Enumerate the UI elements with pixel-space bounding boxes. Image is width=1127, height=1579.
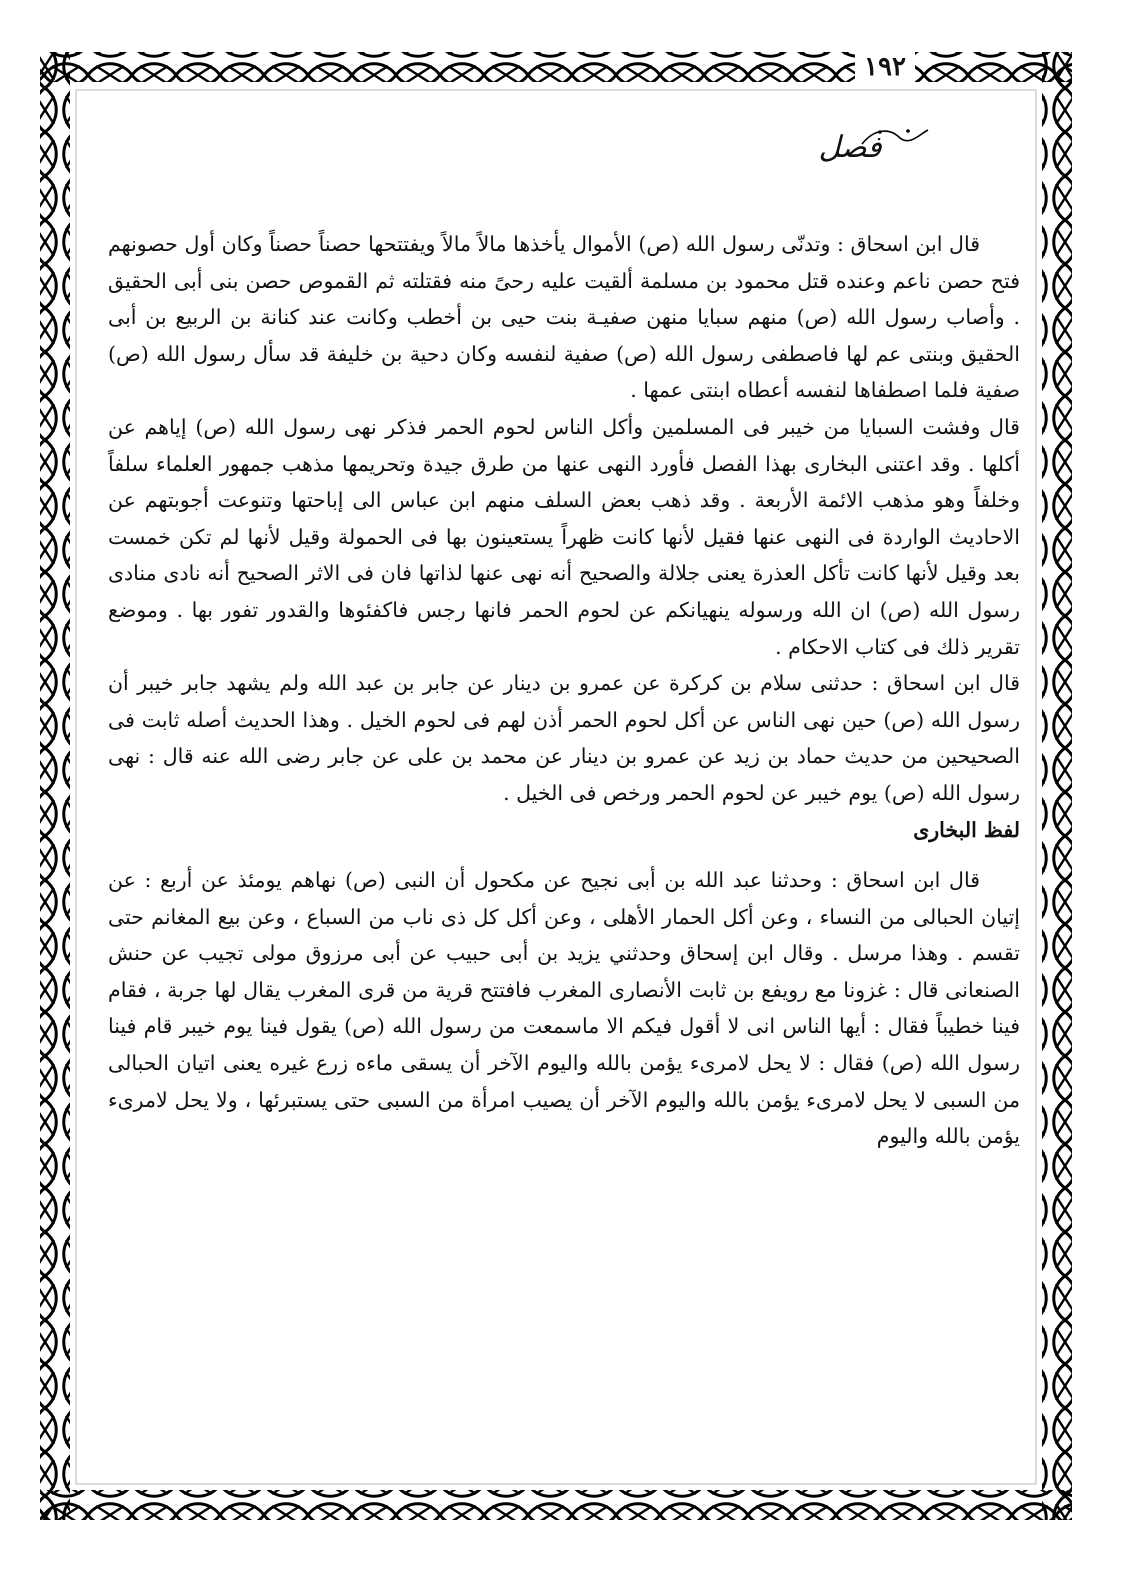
paragraph-khaybar-conquest: قال ابن اسحاق : وتدنّى رسول الله (ص) الأموال يأخذها مالاً مالاً ويفتتحها حصناً حصناً وكان أول حصونهم فتح حصن ناعم وعنده قتل محمود بن مسلمة ألقيت عليه رحىً منه فقتلته ثم القموص حصن بنى أبى الحقيق . وأصاب رسول الله (ص) منهم سبايا منهن صفيـة بنت حيى بن أخطب وكانت عند كنانة بن الربيع بن أبى الحقيق وبنتى عم لها فاصطفى رسول الله (ص) صفية لنفسه وكان دحية بن خليفة قد سأل رسول الله (ص) صفية فلما اصطفاها لنفسه أعطاه ابنتى عمها . bbox=[108, 232, 1020, 403]
paragraph-four-prohibitions: قال ابن اسحاق : وحدثنا عبد الله بن أبى نجيح عن مكحول أن النبى (ص) نهاهم يومئذ عن أربع : عن إتيان الحبالى من النساء ، وعن أكل الحمار الأهلى ، وعن أكل كل ذى ناب من السباع ، وعن بيع المغانم حتى تقسم . وهذا مرسل . وقال ابن إسحاق وحدثني يزيد بن أبى حبيب عن أبى مرزوق مولى تجيب عن حنش الصنعانى قال : غزونا مع رويفع بن ثابت الأنصارى المغرب فافتتح قرية من قرى المغرب يقال لها جربة ، فقام فينا خطيباً فقال : أيها الناس انى لا أقول فيكم الا ماسمعت من رسول الله (ص) يقول فينا يوم خيبر قام فينا رسول الله (ص) فقال : لا يحل لامرىء يؤمن بالله واليوم الآخر أن يسقى ماءه زرع غيره يعنى اتيان الحبالى من السبى لا يحل لامرىء يؤمن بالله واليوم الآخر أن يصيب امرأة من السبى حتى يستبرئها ، ولا يحل لامرىء يؤمن بالله واليوم bbox=[108, 868, 1020, 1149]
paragraph-donkey-meat-prohibition: قال وفشت السبايا من خيبر فى المسلمين وأكل الناس لحوم الحمر فذكر نهى رسول الله (ص) إياهم عن أكلها . وقد اعتنى البخارى بهذا الفصل فأورد النهى عنها من طرق جيدة وتحريمها مذهب جمهور العلماء سلفاً وخلفاً وهو مذهب الائمة الأربعة . وقد ذهب بعض السلف منهم ابن عباس الى إباحتها وتنوعت أجوبتهم عن الاحاديث الواردة فى النهى عنها فقيل لأنها كانت ظهراً يستعينون بها فى الحمولة وقيل لأنها لم تكن خمست بعد وقيل لأنها كانت تأكل العذرة يعنى جلالة والصحيح أنه نهى عنها لذاتها فان فى الاثر الصحيح أنه نادى منادى رسول الله (ص) ان الله ورسوله ينهيانكم عن لحوم الحمر فانها رجس فاكفئوها والقدور تفور بها . وموضع تقرير ذلك فى كتاب الاحكام . bbox=[108, 414, 1020, 659]
paragraph-horse-meat-permission: قال ابن اسحاق : حدثنى سلام بن كركرة عن عمرو بن دينار عن جابر بن عبد الله ولم يشهد جابر خيبر أن رسول الله (ص) حين نهى الناس عن أكل لحوم الحمر أذن لهم فى لحوم الخيل . وهذا الحديث أصله ثابت فى الصحيحين من حديث حماد بن زيد عن عمرو بن دينار عن محمد بن على عن جابر رضى الله عنه قال : نهى رسول الله (ص) يوم خيبر عن لحوم الحمر ورخص فى الخيل . bbox=[108, 671, 1020, 805]
section-title: فصل bbox=[818, 130, 882, 165]
page-number: ١٩٢ bbox=[855, 50, 915, 84]
body-text bbox=[108, 226, 1020, 1476]
paragraph-bukhari-note: لفظ البخارى bbox=[913, 817, 1020, 842]
